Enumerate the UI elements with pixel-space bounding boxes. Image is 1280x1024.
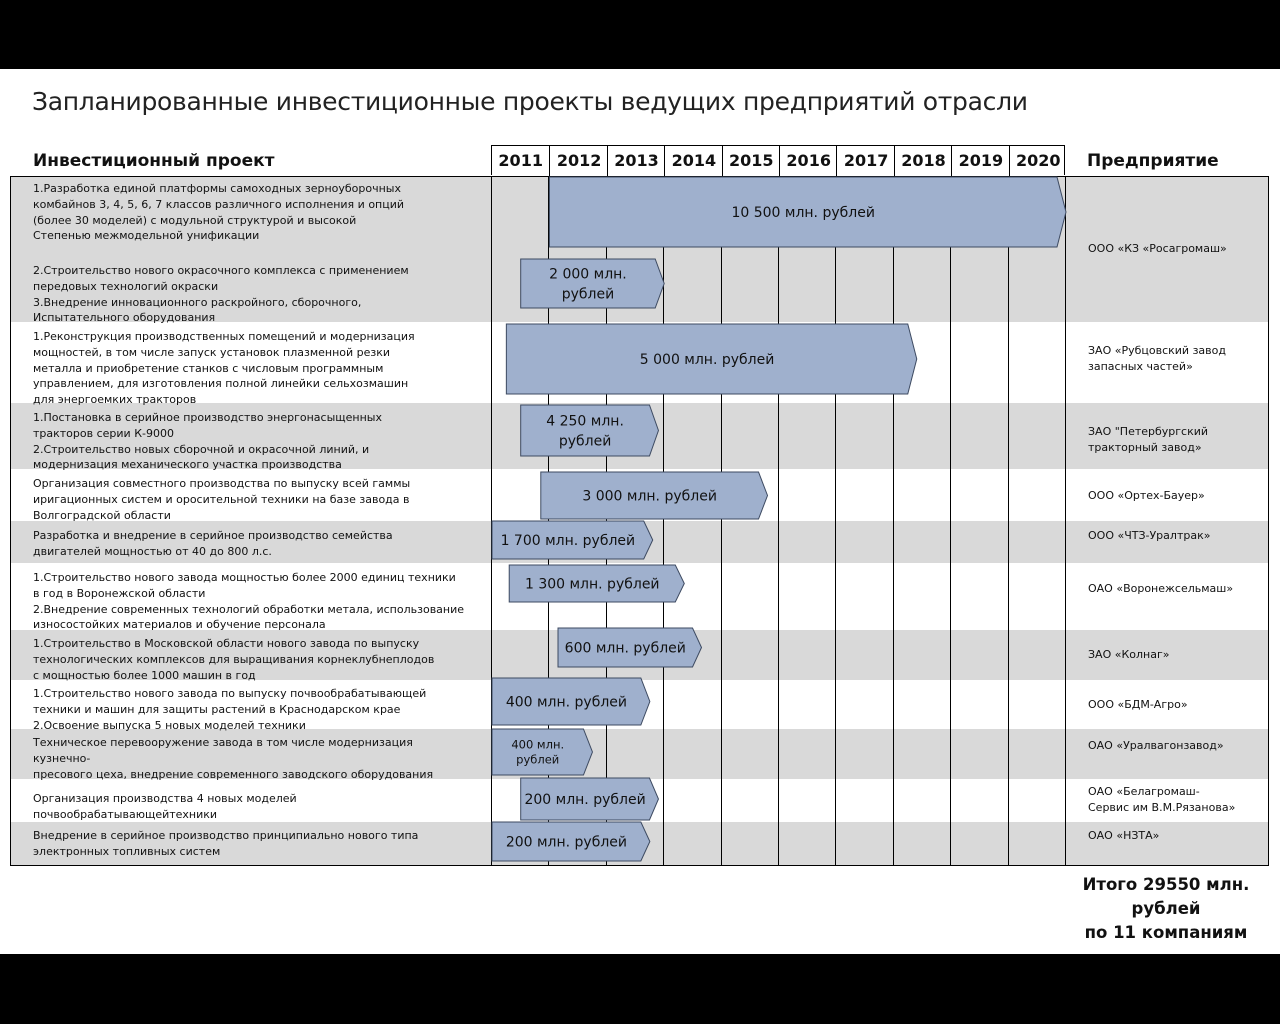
gantt-bar-label: 400 млн. рублей (505, 694, 628, 711)
year-axis (491, 145, 1065, 175)
gantt-bar (492, 729, 592, 775)
enterprise-name: ОАО «НЗТА» (1088, 829, 1160, 842)
enterprise-name: ООО «ЧТЗ-Уралтрак» (1088, 529, 1211, 542)
year-label-2013: 2013 (607, 146, 665, 176)
gantt-bar-label: 1 700 млн. рублей (500, 532, 636, 549)
year-label-2014: 2014 (664, 146, 722, 176)
gantt-bar-label: 3 000 млн. рублей (582, 488, 717, 505)
gantt-bar-label: 10 500 млн. рублей (731, 204, 875, 221)
year-label-2011: 2011 (498, 151, 543, 170)
project-description: 1.Разработка единой платформы самоходных зерноуборочных комбайнов 3, 4, 5, 6, 7 классов различного исполнения и опций (более 30 моделей) с модульной структурой и высокой Степенью межмодельной унификации (33, 182, 405, 243)
gantt-bar-label: 200 млн. рублей (524, 791, 646, 808)
gantt-grid (10, 176, 1269, 866)
gantt-bar (549, 177, 1066, 247)
gantt-bar-label: 600 млн. рублей (564, 640, 686, 657)
project-column-header: Инвестиционный проект (33, 151, 275, 171)
enterprise-name: ОАО «Белагромаш- Сервис им В.М.Рязанова» (1088, 785, 1236, 814)
project-description: Организация совместного производства по выпуску всей гаммы иригационных систем и оросительной техники на базе завода в Волгоградской области (33, 477, 411, 522)
gantt-bar (541, 472, 768, 519)
year-label-2019: 2019 (951, 146, 1009, 176)
project-description: 1.Реконструкция производственных помещений и модернизация мощностей, в том числе запуск установок плазменной резки металла и приобретение станков с числовым программным управлением, для изготовления полной линейки сельхозмашин для энергоемких тракторов (33, 330, 415, 407)
enterprise-name: ЗАО «Рубцовский завод запасных частей» (1088, 344, 1226, 373)
project-description: Техническое перевооружение завода в том числе модернизация кузнечно- пресового цеха, внедрение современного заводского оборудования (33, 736, 434, 781)
enterprise-name: ЗАО «Колнаг» (1088, 648, 1170, 661)
slide (0, 69, 1280, 954)
gantt-bar (521, 778, 659, 820)
year-label-2015: 2015 (722, 146, 780, 176)
enterprise-name: ОАО «Уралвагонзавод» (1088, 739, 1224, 752)
gantt-bar (558, 628, 702, 667)
gantt-bar (521, 259, 665, 308)
gantt-bar (492, 521, 653, 559)
gantt-bars (11, 177, 1268, 865)
enterprise-column-header: Предприятие (1087, 151, 1219, 171)
year-label-2018: 2018 (894, 146, 952, 176)
year-label-2017: 2017 (836, 146, 894, 176)
project-description: 1.Строительство нового завода по выпуску почвообрабатывающей техники и машин для защиты растений в Краснодарском крае 2.Освоение выпуска 5 новых моделей техники (33, 687, 427, 732)
gantt-bar-label: 200 млн. рублей (505, 834, 628, 851)
project-description: Разработка и внедрение в серийное производство семейства двигателей мощностью от 40 до 800 л.с. (33, 529, 393, 558)
gantt-bar-label: 1 300 млн. рублей (524, 576, 660, 593)
gantt-bar (506, 324, 916, 394)
enterprise-name: ООО «БДМ-Агро» (1088, 698, 1188, 711)
gantt-bar-label: 5 000 млн. рублей (639, 351, 775, 368)
gantt-bar-label: 2 000 млн. рублей (549, 266, 627, 303)
gantt-bar (492, 678, 650, 725)
enterprise-name: ООО «Ортех-Бауер» (1088, 489, 1205, 502)
gantt-bar (521, 405, 659, 456)
total-summary: Итого 29550 млн. рублей по 11 компаниям (1082, 875, 1250, 942)
project-description: 2.Строительство нового окрасочного комплекса с применением передовых технологий окраски 3.Внедрение инновационного раскройного, сборочного, Испытательного оборудования (33, 264, 409, 325)
project-description: 1.Строительство нового завода мощностью более 2000 единиц техники в год в Воронежской области 2.Внедрение современных технологий обработки метала, использование износостойких материалов и обучение персонала (33, 571, 465, 632)
year-label-2016: 2016 (779, 146, 837, 176)
enterprise-name: ООО «КЗ «Росагромаш» (1088, 242, 1227, 255)
year-label-2020: 2020 (1009, 146, 1067, 176)
project-description: 1.Постановка в серийное производство энергонасыщенных тракторов серии К-9000 2.Строительство новых сборочной и окрасочной линий, и модернизация механического участка производства (33, 411, 382, 472)
gantt-bar-label: 4 250 млн. рублей (546, 413, 624, 450)
enterprise-name: ЗАО "Петербургский тракторный завод» (1088, 425, 1209, 454)
gantt-bar (492, 822, 650, 861)
year-label-2012: 2012 (549, 146, 607, 176)
project-description: Организация производства 4 новых моделей почвообрабатывающейтехники (33, 792, 297, 821)
gantt-bar-label: 400 млн. рублей (511, 737, 565, 767)
project-description: 1.Строительство в Московской области нового завода по выпуску технологических комплексов для выращивания корнеклубнеплодов с мощностью более 1000 машин в год (33, 637, 435, 682)
page-title: Запланированные инвестиционные проекты ведущих предприятий отрасли (32, 87, 1028, 116)
enterprise-name: ОАО «Воронежсельмаш» (1088, 582, 1234, 595)
gantt-bar (509, 565, 684, 602)
project-description: Внедрение в серийное производство принципиально нового типа электронных топливных систем (33, 829, 419, 858)
